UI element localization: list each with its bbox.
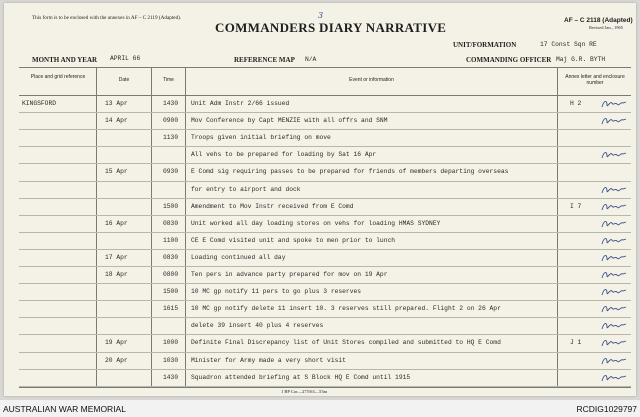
initials-signature [601,338,627,348]
row-rule [19,181,631,182]
initials-signature [601,304,627,314]
entry-event: Loading continued all day [191,253,286,261]
table-bottom-rule [19,387,631,388]
col-event: Event or information [349,77,394,83]
entry-date: 20 Apr [105,356,128,364]
print-line: 1 BP Cor—275/63—53m [281,389,328,394]
entry-event: Ten pers in advance party prepared for mov on 19 Apr [191,271,388,278]
row-rule [19,317,631,318]
entry-date: 19 Apr [105,339,128,347]
entry-annex: H 2 [570,100,582,107]
form-title: COMMANDERS DIARY NARRATIVE [215,20,447,35]
entry-time: 1030 [163,356,179,364]
row-rule [19,232,631,233]
initials-signature [601,270,627,280]
entry-event: for entry to airport and dock [191,185,301,193]
form-note: This form is to be enclosed with the annexes in AF – C 2119 (Adapted). [32,15,182,21]
entry-event: E Comd sig requiring passes to be prepared for friends of members departing overseas [191,168,509,176]
entry-date: 17 Apr [105,253,128,261]
page-number-mark: 3 [318,11,324,20]
initials-signature [601,116,627,126]
col-place: Place and grid reference [30,74,86,80]
entry-time: 1000 [163,339,179,347]
initials-signature [601,253,627,263]
entry-time: 0930 [163,168,179,176]
initials-signature [601,99,627,109]
entry-event: Unit Adm Instr 2/66 issued [191,100,290,107]
row-rule [19,146,631,147]
initials-signature [601,236,627,246]
row-rule [19,334,631,335]
initials-signature [601,150,627,160]
footer-id: RCDIG1029797 [576,404,637,414]
revised-date: Revised Jan., 1965 [589,25,623,30]
initials-signature [601,373,627,383]
entry-time: 0830 [163,219,179,227]
entry-date: 18 Apr [105,271,128,278]
form-number: AF – C 2118 (Adapted) [564,17,633,24]
entry-event: Unit worked all day loading stores on vehs for loading HMAS SYDNEY [191,219,441,227]
row-rule [19,300,631,301]
row-rule [19,386,631,387]
table-top-rule [19,67,631,68]
entry-event: 10 MC gp notify delete 11 insert 10. 3 reserves still prepared. Flight 2 on 26 Apr [191,305,501,313]
entry-date: 16 Apr [105,219,128,227]
entry-date: 13 Apr [105,100,128,107]
entry-event: Troops given initial briefing on move [191,134,331,142]
entry-event: delete 39 insert 40 plus 4 reserves [191,322,324,330]
entry-time: 1500 [163,288,179,296]
col-date: Date [118,77,130,83]
entry-time: 1430 [163,100,179,107]
initials-signature [601,356,627,366]
initials-signature [601,202,627,212]
row-rule [19,249,631,250]
diary-entries [19,95,631,387]
entry-time: 1500 [163,202,179,210]
entry-event: CE E Comd visited unit and spoke to men prior to lunch [191,236,396,244]
initials-signature [601,321,627,331]
map-label: REFERENCE MAP [234,56,295,64]
month-value: APRIL 66 [110,55,141,62]
footer-source: AUSTRALIAN WAR MEMORIAL [3,404,126,414]
row-rule [19,352,631,353]
co-value: Maj G.R. BYTH [556,56,606,63]
entry-event: Definite Final Discrepancy list of Unit Stores compiled and submitted to HQ E Comd [191,339,501,347]
entry-event: Amendment to Mov Instr received from E Comd [191,202,354,210]
co-label: COMMANDING OFFICER [466,56,552,64]
month-label: MONTH AND YEAR [32,56,98,64]
initials-signature [601,287,627,297]
entry-event: Mov Conference by Capt MENZIE with all offrs and SNM [191,117,388,125]
map-value: N/A [305,56,317,63]
entry-date: 15 Apr [105,168,128,176]
entry-time: 1615 [163,305,179,313]
entry-time: 1130 [163,134,179,142]
row-rule [19,129,631,130]
initials-signature [601,185,627,195]
entry-time: 0800 [163,271,179,278]
col-time: Time [163,77,174,83]
entry-place: KINGSFORD [22,100,57,107]
entry-event: 10 MC gp notify 11 pers to go plus 3 reserves [191,288,362,296]
row-rule [19,215,631,216]
unit-label: UNIT/FORMATION [453,41,517,49]
row-rule [19,163,631,164]
diary-page [4,3,636,396]
entry-annex: I 7 [570,202,582,210]
row-rule [19,266,631,267]
entry-date: 14 Apr [105,117,128,125]
entry-time: 0830 [163,253,179,261]
entry-time: 0900 [163,117,179,125]
initials-signature [601,219,627,229]
row-rule [19,369,631,370]
entry-event: Squadron attended briefing at S Block HQ E Comd until 1915 [191,373,411,381]
entry-time: 1430 [163,373,179,381]
entry-time: 1100 [163,236,179,244]
col-annex: Annex letter and enclosure number [565,74,625,86]
row-rule [19,283,631,284]
row-rule [19,198,631,199]
entry-event: Minister for Army made a very short visit [191,356,346,364]
entry-annex: J 1 [570,339,582,347]
unit-value: 17 Const Sqn RE [540,41,597,48]
entry-event: All vehs to be prepared for loading by Sat 16 Apr [191,151,377,159]
row-rule [19,112,631,113]
